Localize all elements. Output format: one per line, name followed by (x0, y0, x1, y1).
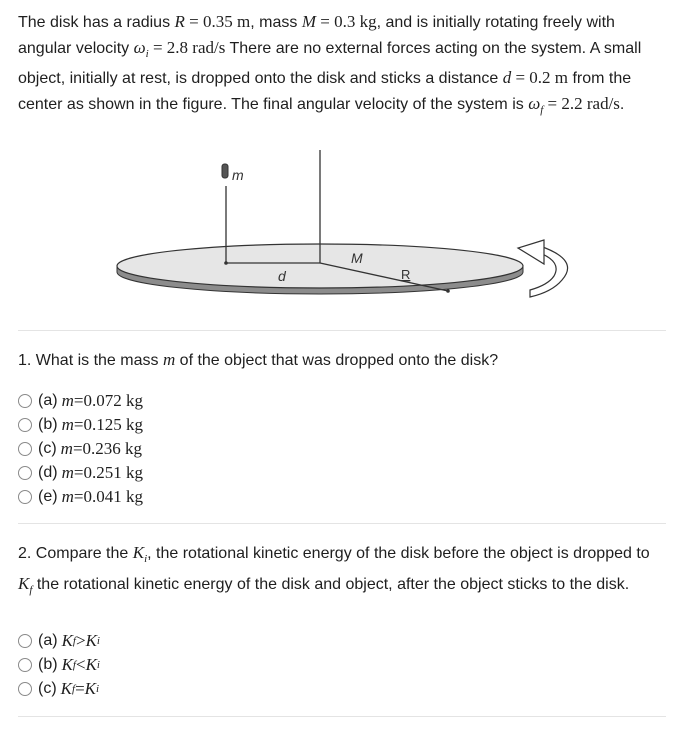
drop-point (224, 261, 228, 265)
equals-sign: = (511, 68, 530, 88)
final-subscript: f (72, 635, 76, 647)
option-variable: m (61, 391, 74, 410)
option-label: (c) (38, 680, 57, 697)
radio-button[interactable] (18, 394, 32, 408)
label-R: R (401, 267, 411, 282)
omega-symbol: ω (528, 93, 541, 113)
kinetic-energy-symbol: K (61, 655, 73, 674)
mass-value: 0.3 kg (334, 12, 377, 31)
option-value: 0.125 kg (83, 415, 143, 434)
distance-value: 0.2 m (529, 68, 569, 88)
label-M: M (351, 250, 363, 266)
radius-variable: R (174, 12, 185, 31)
divider (18, 523, 666, 524)
problem-text-4: There are no external forces acting on the system. A small object, initially at rest, is dropped onto the disk and sticks a distance (18, 39, 642, 88)
option-label: (b) (38, 656, 58, 673)
small-object (222, 164, 228, 178)
option-relation: = (73, 415, 84, 434)
q2-option-c[interactable] (18, 677, 100, 701)
rotation-arrow-icon (518, 240, 568, 297)
option-variable: m (61, 415, 74, 434)
final-omega-value: 2.2 rad/s (561, 93, 620, 113)
final-subscript: f (540, 103, 544, 116)
option-relation: = (73, 487, 84, 506)
q1-text-a: 1. What is the mass (18, 352, 163, 369)
radius-endpoint (446, 289, 450, 293)
option-value: 0.236 kg (82, 439, 143, 458)
q1-text-b: of the object that was dropped onto the disk? (175, 352, 499, 369)
kinetic-energy-symbol: K (84, 679, 96, 698)
q1-option-a[interactable] (18, 389, 143, 413)
q2-text-b: , the rotational kinetic energy of the disk before the object is dropped to (147, 545, 650, 562)
q2-option-a[interactable] (18, 629, 100, 653)
equals-sign: = (315, 12, 335, 31)
radio-button[interactable] (18, 682, 32, 696)
question-2-options (18, 629, 100, 701)
divider (18, 716, 666, 717)
kinetic-energy-symbol: K (61, 631, 73, 650)
option-label: (d) (38, 464, 58, 481)
option-label: (a) (38, 392, 58, 409)
radio-button[interactable] (18, 658, 32, 672)
option-relation: > (75, 631, 86, 650)
option-label: (a) (38, 632, 58, 649)
option-relation: = (73, 391, 84, 410)
initial-subscript: i (96, 683, 100, 695)
q2-text-c: the rotational kinetic energy of the disk and object, after the object sticks to the disk. (32, 575, 630, 593)
distance-variable: d (502, 68, 512, 88)
q1-mass-variable: m (162, 350, 176, 369)
equals-sign: = (184, 12, 204, 31)
initial-subscript: i (96, 659, 100, 671)
problem-statement (18, 10, 668, 122)
radio-button[interactable] (18, 466, 32, 480)
option-variable: m (60, 439, 73, 458)
q2-text-a: 2. Compare the (18, 545, 133, 562)
problem-text-3: , and is initially rotating freely with angular velocity (18, 14, 615, 57)
kinetic-energy-symbol: K (60, 679, 72, 698)
option-value: 0.251 kg (83, 463, 143, 482)
label-d: d (278, 268, 286, 284)
option-variable: m (61, 463, 74, 482)
radio-button[interactable] (18, 418, 32, 432)
q1-option-e[interactable] (18, 485, 143, 509)
question-1-options (18, 389, 143, 509)
kinetic-energy-symbol: K (132, 543, 145, 562)
question-2-text (18, 541, 663, 602)
mass-variable: M (301, 12, 316, 31)
q2-option-b[interactable] (18, 653, 100, 677)
problem-text-2: , mass (250, 14, 302, 31)
final-subscript: f (72, 659, 76, 671)
option-relation: = (73, 463, 84, 482)
option-value: 0.072 kg (83, 391, 143, 410)
kinetic-energy-symbol: K (85, 655, 97, 674)
q1-option-d[interactable] (18, 461, 143, 485)
radius-value: 0.35 m (203, 12, 251, 31)
final-subscript: f (29, 583, 33, 596)
problem-text-1: The disk has a radius (18, 14, 175, 31)
option-relation: < (75, 655, 86, 674)
option-variable: m (61, 487, 74, 506)
option-label: (c) (38, 440, 57, 457)
option-label: (e) (38, 488, 58, 505)
divider (18, 330, 666, 331)
initial-omega-value: 2.8 rad/s (166, 37, 226, 57)
problem-text-6: . (619, 95, 625, 113)
omega-symbol: ω (133, 37, 146, 57)
question-1-text (18, 348, 663, 374)
label-m: m (232, 167, 244, 183)
disk-figure (100, 140, 580, 310)
radio-button[interactable] (18, 442, 32, 456)
final-subscript: f (72, 683, 76, 695)
q1-option-b[interactable] (18, 413, 143, 437)
kinetic-energy-symbol: K (18, 573, 30, 593)
option-label: (b) (38, 416, 58, 433)
kinetic-energy-symbol: K (85, 631, 97, 650)
problem-text-5: from the center as shown in the figure. The final angular velocity of the system is (18, 70, 632, 113)
initial-subscript: i (96, 635, 100, 647)
equals-sign: = (543, 93, 562, 113)
equals-sign: = (148, 37, 167, 57)
radio-button[interactable] (18, 490, 32, 504)
q1-option-c[interactable] (18, 437, 143, 461)
radio-button[interactable] (18, 634, 32, 648)
initial-subscript: i (144, 553, 148, 566)
option-relation: = (75, 679, 85, 698)
option-relation: = (72, 439, 83, 458)
option-value: 0.041 kg (83, 487, 143, 506)
initial-subscript: i (145, 47, 149, 60)
